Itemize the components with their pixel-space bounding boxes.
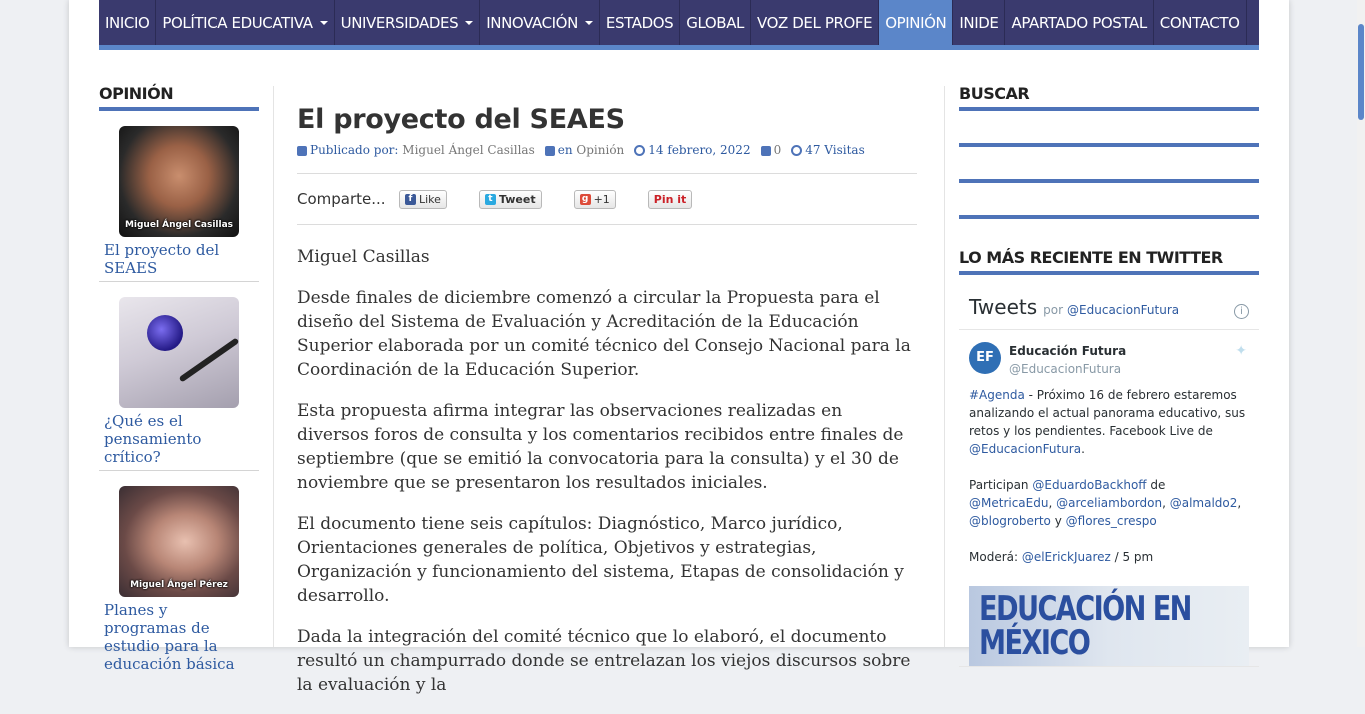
paragraph: Dada la integración del comité técnico que lo elaboró, el documento resultó un champurrado donde se entrelazan los viejos discursos sobre la evaluación y la bbox=[297, 627, 911, 695]
opinion-link[interactable]: ¿Qué es el pensamiento crítico? bbox=[104, 412, 202, 466]
folder-icon bbox=[545, 146, 555, 156]
author-link[interactable]: Miguel Ángel Casillas bbox=[402, 143, 535, 157]
author-photo[interactable] bbox=[119, 126, 239, 237]
tweet-button[interactable]: t Tweet bbox=[479, 190, 542, 209]
category-link[interactable]: Opinión bbox=[576, 143, 625, 157]
opinion-item bbox=[99, 126, 259, 282]
google-plus-button[interactable]: g +1 bbox=[574, 190, 616, 209]
eye-icon bbox=[791, 145, 802, 156]
tweet-author-handle: @EducacionFutura bbox=[1009, 362, 1122, 376]
nav-item-innovación[interactable]: INNOVACIÓN bbox=[480, 0, 600, 45]
user-icon bbox=[297, 146, 307, 156]
nav-item-voz-del-profe[interactable]: VOZ DEL PROFE bbox=[751, 0, 879, 45]
mention-link[interactable]: @blogroberto bbox=[969, 514, 1051, 528]
mention-link[interactable]: @MetricaEdu bbox=[969, 496, 1049, 510]
author-meta: Publicado por: Miguel Ángel Casillas bbox=[297, 143, 535, 157]
share-bar bbox=[297, 174, 917, 225]
twitter-handle-link[interactable]: @EducacionFutura bbox=[1067, 303, 1180, 317]
nav-item-global[interactable]: GLOBAL bbox=[680, 0, 751, 45]
right-sidebar bbox=[959, 84, 1259, 667]
photo-caption: Miguel Ángel Pérez bbox=[130, 580, 228, 590]
author-photo[interactable] bbox=[119, 486, 239, 597]
twitter-widget-header: Tweets por @EducacionFutura i bbox=[959, 289, 1259, 330]
clock-icon bbox=[634, 145, 645, 156]
nav-item-inide[interactable]: INIDE bbox=[953, 0, 1005, 45]
mention-link[interactable]: @EducacionFutura bbox=[969, 442, 1082, 456]
opinion-sidebar bbox=[99, 84, 259, 692]
twitter-title: LO MÁS RECIENTE EN TWITTER bbox=[959, 248, 1259, 275]
comments-icon bbox=[761, 146, 771, 156]
article bbox=[297, 104, 917, 714]
avatar[interactable]: EF bbox=[969, 342, 1001, 374]
scrollbar-thumb[interactable] bbox=[1358, 24, 1364, 120]
tweet bbox=[959, 330, 1259, 566]
mention-link[interactable]: @EduardoBackhoff bbox=[1032, 478, 1147, 492]
nav-item-contacto[interactable]: CONTACTO bbox=[1154, 0, 1247, 45]
main-nav bbox=[99, 0, 1259, 50]
mention-link[interactable]: @almaldo2 bbox=[1169, 496, 1238, 510]
tweet-text: #Agenda - Próximo 16 de febrero estaremos analizando el actual panorama educativo, sus retos y los pendientes. Facebook Live de @EducacionFutura. bbox=[969, 388, 1246, 456]
post-body bbox=[297, 245, 917, 697]
column-divider bbox=[944, 86, 945, 647]
twitter-bird-icon[interactable]: ✦ bbox=[1235, 343, 1247, 359]
nav-item-opinión[interactable]: OPINIÓN bbox=[879, 0, 953, 45]
ink-bottle-icon bbox=[147, 315, 183, 351]
opinion-link[interactable]: El proyecto del SEAES bbox=[104, 241, 220, 277]
post-title: El proyecto del SEAES bbox=[297, 104, 625, 135]
widget-divider bbox=[959, 143, 1259, 147]
paragraph: El documento tiene seis capítulos: Diagnóstico, Marco jurídico, Orientaciones generales de política, Objetivos y estrategias, Organización y funcionamiento del sistema, Etapas de consolidación y desarrollo. bbox=[297, 514, 904, 606]
tweet-text: Moderá: @elErickJuarez / 5 pm bbox=[969, 550, 1154, 564]
info-icon[interactable]: i bbox=[1234, 304, 1249, 319]
nav-item-estados[interactable]: ESTADOS bbox=[600, 0, 680, 45]
twitter-icon: t bbox=[485, 194, 496, 205]
nav-item-universidades[interactable]: UNIVERSIDADES bbox=[335, 0, 481, 45]
opinion-item bbox=[99, 297, 259, 471]
pinterest-button[interactable]: Pin it bbox=[648, 190, 693, 209]
page-scrollbar[interactable] bbox=[1357, 0, 1365, 647]
photo-caption: Miguel Ángel Casillas bbox=[124, 220, 234, 230]
mention-link[interactable]: @flores_crespo bbox=[1065, 514, 1157, 528]
facebook-like-button[interactable]: f Like bbox=[399, 190, 447, 209]
widget-divider bbox=[959, 179, 1259, 183]
comments-meta[interactable]: 0 bbox=[761, 143, 782, 157]
paragraph: Esta propuesta afirma integrar las observaciones realizadas en diversos foros de consulta y los comentarios recibidos entre finales de septiembre (que se emitió la convocatoria para la consulta) y el 30 de noviembre que se presentaron los resultados iniciales. bbox=[297, 401, 904, 493]
nav-item-apartado-postal[interactable]: APARTADO POSTAL bbox=[1005, 0, 1153, 45]
mention-link[interactable]: @arceliambordon bbox=[1056, 496, 1163, 510]
tweet-image[interactable] bbox=[969, 586, 1249, 666]
ink-pen-photo[interactable] bbox=[119, 297, 239, 408]
column-divider bbox=[273, 86, 274, 647]
google-plus-icon: g bbox=[580, 194, 591, 205]
facebook-icon: f bbox=[405, 194, 416, 205]
chevron-down-icon bbox=[465, 21, 473, 25]
hashtag-link[interactable]: #Agenda bbox=[969, 388, 1025, 402]
search-title: BUSCAR bbox=[959, 84, 1259, 111]
opinion-item bbox=[99, 486, 259, 677]
paragraph: Desde finales de diciembre comenzó a circular la Propuesta para el diseño del Sistema de Evaluación y Acreditación de la Educación Superior elaborada por un comité técnico del Consejo Nacional para la Coordinación de la Educación Superior. bbox=[297, 288, 911, 380]
post-meta bbox=[297, 143, 917, 174]
mention-link[interactable]: @elErickJuarez bbox=[1021, 550, 1111, 564]
pen-icon bbox=[179, 337, 239, 382]
nav-item-inicio[interactable]: INICIO bbox=[99, 0, 156, 45]
chevron-down-icon bbox=[585, 21, 593, 25]
tweet-author[interactable] bbox=[969, 342, 1249, 378]
date-meta: 14 febrero, 2022 bbox=[634, 143, 750, 157]
views-meta: 47 Visitas bbox=[791, 143, 865, 157]
chevron-down-icon bbox=[320, 21, 328, 25]
twitter-widget bbox=[959, 289, 1259, 667]
paragraph: Miguel Casillas bbox=[297, 247, 430, 267]
tweet-author-name: Educación Futura bbox=[1009, 344, 1127, 358]
opinion-section-title: OPINIÓN bbox=[99, 84, 259, 111]
page-wrapper bbox=[69, 0, 1289, 695]
category-meta: en Opinión bbox=[545, 143, 625, 157]
widget-divider bbox=[959, 215, 1259, 219]
share-label: Comparte... bbox=[297, 190, 386, 208]
tweet-image-text: EDUCACIÓN EN MÉXICO bbox=[979, 589, 1191, 663]
opinion-link[interactable]: Planes y programas de estudio para la educación básica bbox=[104, 601, 235, 673]
nav-item-política-educativa[interactable]: POLÍTICA EDUCATIVA bbox=[156, 0, 334, 45]
tweet-text: Participan @EduardoBackhoff de @MetricaEdu, @arceliambordon, @almaldo2, @blogroberto y @flores_crespo bbox=[969, 478, 1242, 528]
